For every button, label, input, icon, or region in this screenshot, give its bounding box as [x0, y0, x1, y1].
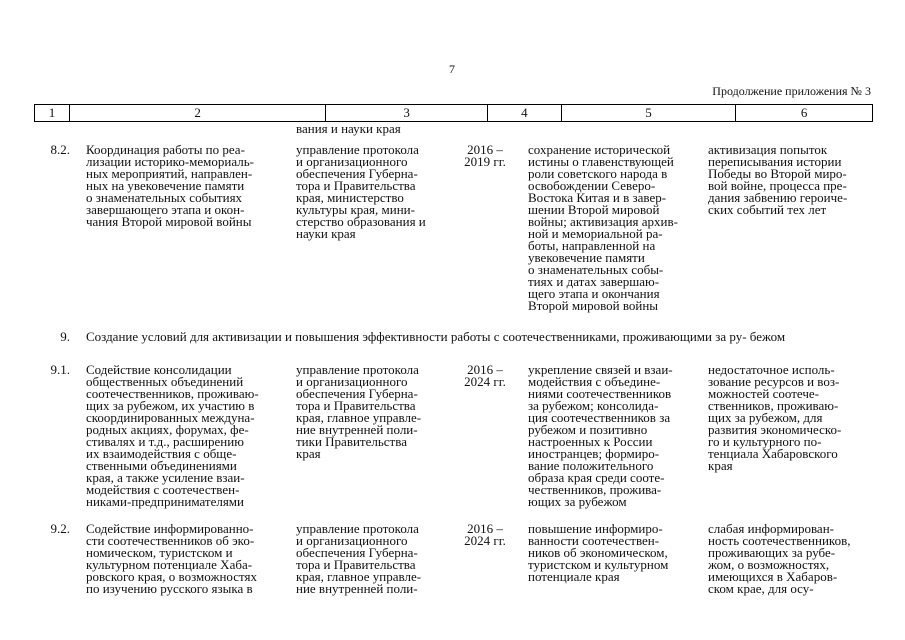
row-risk: недостаточное исполь- зование ресурсов и воз- можностей соотече- ственников, проживаю- щих за рубежом, для развития экономическо- го и культурного по- тенциала Хабаровского края [708, 362, 842, 473]
continuation-label: Продолжение приложения № 3 [712, 84, 871, 98]
table-header [34, 104, 873, 122]
header-col-5: 5 [561, 105, 736, 121]
header-col-2: 2 [69, 105, 325, 121]
section-heading: Создание условий для активизации и повышения эффективности работы с соотечественниками, проживающими за ру- бежом [86, 329, 786, 344]
row-number: 8.2. [50, 142, 70, 157]
section-number: 9. [60, 329, 70, 344]
row-executor: управление протокола и организационного обеспечения Губерна- тора и Правительства края, министерство культуры края, мини- стерство образования и науки края [296, 142, 426, 241]
row-result: сохранение исторической истины о главенствующей роли советского народа в освобождении Северо- Востока Китая и в завер- шении Второй мировой войны; активизация архив- ной и мемориальной ра- боты, направленной на увековечение памяти о знаменательных собы- тиях и датах завершаю- щего этапа и окончания Второй мировой войны [528, 142, 678, 313]
row-result: повышение информиро- ванности соотечествен- ников об экономическом, туристском и культурном потенциале края [528, 521, 669, 584]
row-period: 2016 – 2024 гг. [464, 362, 506, 389]
header-col-1: 1 [48, 105, 56, 120]
header-col-3: 3 [325, 105, 487, 121]
carry-over-text: вания и науки края [296, 121, 401, 136]
header-col-6: 6 [735, 105, 872, 121]
header-col-4: 4 [487, 105, 561, 121]
row-risk: слабая информирован- ность соотечественников, проживающих за рубе- жом, о возможностях, имеющихся в Хабаров- ском крае, для осу- [708, 521, 851, 596]
row-number: 9.2. [50, 521, 70, 536]
page-number: 7 [449, 62, 455, 76]
row-activity: Содействие информированно- сти соотечественников об эко- номическом, туристском и культурном потенциале Хаба- ровского края, о возможностях по изучению русского языка в [86, 521, 257, 596]
row-period: 2016 – 2019 гг. [464, 142, 506, 169]
row-period: 2016 – 2024 гг. [464, 521, 506, 548]
row-risk: активизация попыток переписывания истории Победы во Второй миро- вой войне, процесса пре- дания забвению героиче- ских событий тех лет [708, 142, 848, 217]
row-result: укрепление связей и взаи- модействия с объедине- ниями соотечественников за рубежом; консолида- ция соотечественников за рубежом и позитивно настроенных к России иностранцев; формиро- вание положительного образа края среди сооте- чественников, прожива- ющих за рубежом [528, 362, 673, 509]
row-executor: управление протокола и организационного обеспечения Губерна- тора и Правительства края, главное управле- ние внутренней поли- [296, 521, 422, 596]
row-activity: Содействие консолидации общественных объединений соотечественников, проживаю- щих за рубежом, их участию в скоординированных междуна- родных акциях, форумах, фе- стивалях и т.д., расширению их взаимодействия с обще- ственными объединениями края, а также усиление взаи- модействия с соотечествен- никами-предпринимателями [86, 362, 259, 509]
row-number: 9.1. [50, 362, 70, 377]
row-activity: Координация работы по реа- лизации историко-мемориаль- ных мероприятий, направлен- ных на увековечение памяти о знаменательных событиях завершающего этапа и окон- чания Второй мировой войны [86, 142, 254, 229]
row-executor: управление протокола и организационного обеспечения Губерна- тора и Правительства края, главное управле- ние внутренней поли- тики Правительства края [296, 362, 422, 461]
